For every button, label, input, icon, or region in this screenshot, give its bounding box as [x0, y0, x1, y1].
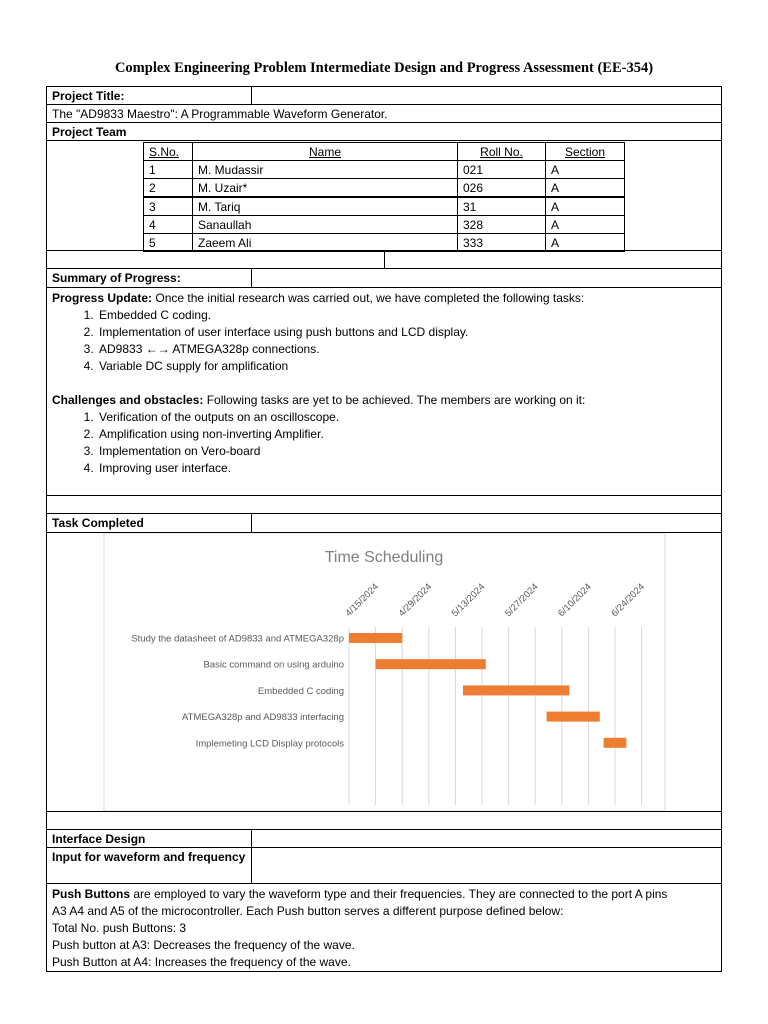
team-header-sno: S.No.: [143, 142, 193, 161]
push-buttons-text-2: A3 A4 and A5 of the microcontroller. Each Push button serves a different purpose defined below:: [52, 904, 564, 918]
team-cell-name: M. Mudassir: [192, 160, 458, 179]
team-cell-sno: 3: [143, 197, 193, 216]
x-tick-label: 5/13/2024: [449, 581, 488, 620]
progress-update-text: Once the initial research was carried out, we have completed the following tasks:: [152, 291, 585, 305]
challenges-text: Following tasks are yet to be achieved. The members are working on it:: [203, 393, 586, 407]
button-a4-description: Push Button at A4: Increases the frequency of the wave.: [52, 955, 351, 969]
task-label: Basic command on using arduino: [203, 659, 344, 671]
challenges-line: [52, 392, 716, 409]
empty-row: [46, 495, 722, 514]
button-a3-description: Push button at A3: Decreases the frequency of the wave.: [52, 938, 355, 952]
team-cell-sno: 5: [143, 233, 193, 252]
x-tick-label: 5/27/2024: [502, 581, 541, 620]
push-buttons-label: Push Buttons: [52, 887, 130, 901]
task-label: Embedded C coding: [257, 685, 344, 697]
team-cell-sno: 4: [143, 215, 193, 234]
document-title: Complex Engineering Problem Intermediate Design and Progress Assessment (EE-354): [114, 60, 654, 76]
task-label: Implemeting LCD Display protocols: [195, 738, 344, 750]
spacer-cell-left: [46, 250, 385, 269]
x-tick-label: 6/10/2024: [556, 581, 594, 620]
chart-container: [46, 532, 722, 812]
team-cell-section: A: [545, 233, 625, 252]
list-item: 1. Embedded C coding.: [97, 307, 716, 324]
team-cell-roll: 328: [457, 215, 546, 234]
summary-label: Summary of Progress:: [46, 268, 252, 288]
push-buttons-line: [52, 886, 716, 903]
interface-design-label: Interface Design: [46, 829, 252, 848]
list-item: 2. Amplification using non-inverting Amplifier.: [97, 426, 716, 443]
team-header-section: Section: [545, 142, 625, 161]
team-cell-sno: 2: [143, 178, 193, 197]
project-title-empty-cell: [251, 86, 722, 105]
team-cell-name: Sanaullah: [192, 215, 458, 234]
team-cell-name: Zaeem Ali: [192, 233, 458, 252]
challenge-task-list: [97, 409, 716, 477]
progress-task-list: [97, 307, 716, 375]
x-tick-label: 4/15/2024: [343, 581, 382, 620]
task-completed-label: Task Completed: [46, 513, 252, 533]
input-label: Input for waveform and frequency: [46, 847, 252, 884]
task-label: ATMEGA328p and AD9833 interfacing: [182, 712, 344, 724]
chart-title: Time Scheduling: [324, 549, 444, 566]
task-bar: [349, 633, 402, 643]
team-cell-sno: 1: [143, 160, 193, 179]
interface-design-empty-cell: [251, 829, 722, 848]
challenges-label: Challenges and obstacles:: [52, 393, 204, 407]
task-bar: [547, 712, 600, 722]
team-cell-roll: 021: [457, 160, 546, 179]
progress-update-line: [52, 290, 716, 307]
team-cell-section: A: [545, 197, 625, 216]
task-completed-empty-cell: [251, 513, 722, 533]
team-cell-section: A: [545, 178, 625, 197]
project-title-label: Project Title:: [46, 86, 252, 105]
push-buttons-text: are employed to vary the waveform type and their frequencies. They are connected to the port A pins: [130, 887, 668, 901]
list-item: 1. Verification of the outputs on an oscilloscope.: [97, 409, 716, 426]
project-team-label: Project Team: [46, 122, 722, 141]
list-item: 3. Implementation on Vero-board: [97, 443, 716, 460]
progress-update-label: Progress Update:: [52, 291, 153, 305]
team-cell-roll: 31: [457, 197, 546, 216]
list-item: 3. AD9833 ←→ ATMEGA328p connections.: [97, 341, 716, 358]
task-bar: [376, 659, 486, 669]
task-label: Study the datasheet of AD9833 and ATMEGA328p: [131, 633, 344, 645]
empty-row: [46, 811, 722, 830]
team-cell-name: M. Tariq: [192, 197, 458, 216]
team-cell-section: A: [545, 215, 625, 234]
progress-block: [46, 287, 722, 496]
chart-area-border: [104, 533, 665, 811]
summary-empty-cell: [251, 268, 722, 288]
team-header-roll: Roll No.: [457, 142, 546, 161]
x-tick-label: 4/29/2024: [396, 581, 435, 620]
total-buttons: Total No. push Buttons: 3: [52, 921, 187, 935]
input-empty-cell: [251, 847, 722, 884]
task-bar: [463, 685, 569, 695]
team-cell-roll: 333: [457, 233, 546, 252]
list-item: 2. Implementation of user interface using push buttons and LCD display.: [97, 324, 716, 341]
team-cell-section: A: [545, 160, 625, 179]
gantt-chart: [47, 533, 722, 811]
team-cell-roll: 026: [457, 178, 546, 197]
list-item: 4. Variable DC supply for amplification: [97, 358, 716, 375]
project-title-value: The "AD9833 Maestro": A Programmable Waveform Generator.: [46, 104, 722, 123]
push-buttons-block: [46, 883, 722, 972]
spacer-cell-right: [384, 250, 722, 269]
x-tick-label: 6/24/2024: [609, 581, 648, 620]
list-item: 4. Improving user interface.: [97, 460, 716, 477]
team-header-name: Name: [192, 142, 458, 161]
task-bar: [604, 738, 627, 748]
team-cell-name: M. Uzair*: [192, 178, 458, 197]
